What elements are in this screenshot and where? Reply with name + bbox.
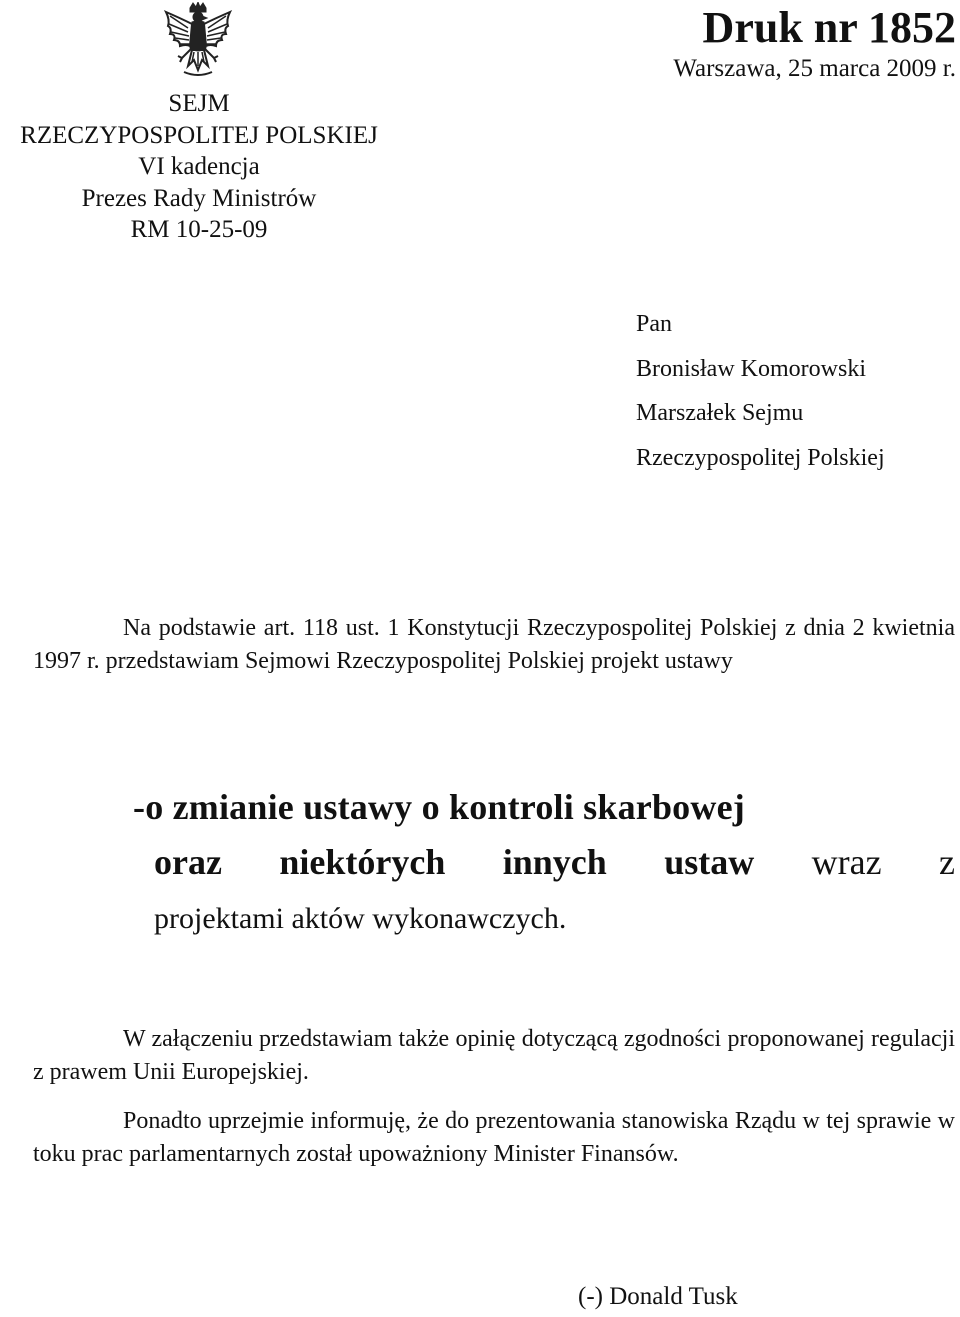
bill-title-word: innych xyxy=(502,842,607,882)
bill-title-word: niektórych xyxy=(279,842,446,882)
bill-title-word: wraz xyxy=(811,842,882,882)
addressee-line: Bronisław Komorowski xyxy=(636,355,866,382)
organization-header xyxy=(0,88,398,246)
signature: (-) Donald Tusk xyxy=(578,1283,738,1310)
attachment-paragraph: W załączeniu przedstawiam także opinię dotyczącą zgodności proponowanej regulacji z prawem Unii Europejskiej. xyxy=(33,1026,955,1085)
addressee-block xyxy=(636,302,885,480)
minister-paragraph: Ponadto uprzejmie informuję, że do prezentowania stanowiska Rządu w tej sprawie w toku prac parlamentarnych został upoważniony Minister Finansów. xyxy=(33,1108,955,1167)
addressee-line: Rzeczypospolitej Polskiej xyxy=(636,444,885,471)
polish-eagle-emblem-icon xyxy=(162,2,234,80)
organization-line: RZECZYPOSPOLITEJ POLSKIEJ xyxy=(20,121,378,149)
organization-line: SEJM xyxy=(168,90,230,117)
bill-title-word: ustaw xyxy=(664,842,755,882)
organization-line: VI kadencja xyxy=(138,153,260,180)
print-number: Druk nr 1852 xyxy=(702,3,956,52)
reference-number: RM 10-25-09 xyxy=(130,216,268,243)
bill-title-line: -o zmianie ustawy o kontroli skarbowej xyxy=(133,787,745,827)
organization-line: Prezes Rady Ministrów xyxy=(81,184,317,212)
intro-paragraph: Na podstawie art. 118 ust. 1 Konstytucji Rzeczypospolitej Polskiej z dnia 2 kwietnia 1997 r. przedstawiam Sejmowi Rzeczypospolitej Polskiej projekt ustawy xyxy=(33,615,955,674)
bill-title xyxy=(133,780,955,948)
place-date: Warszawa, 25 marca 2009 r. xyxy=(673,55,956,82)
bill-title-word: z xyxy=(938,842,955,882)
addressee-line: Pan xyxy=(636,311,672,337)
bill-title-line: projektami aktów wykonawczych. xyxy=(154,902,567,935)
addressee-line: Marszałek Sejmu xyxy=(636,400,804,426)
bill-title-word: oraz xyxy=(154,842,222,882)
bill-title-line xyxy=(154,835,955,890)
